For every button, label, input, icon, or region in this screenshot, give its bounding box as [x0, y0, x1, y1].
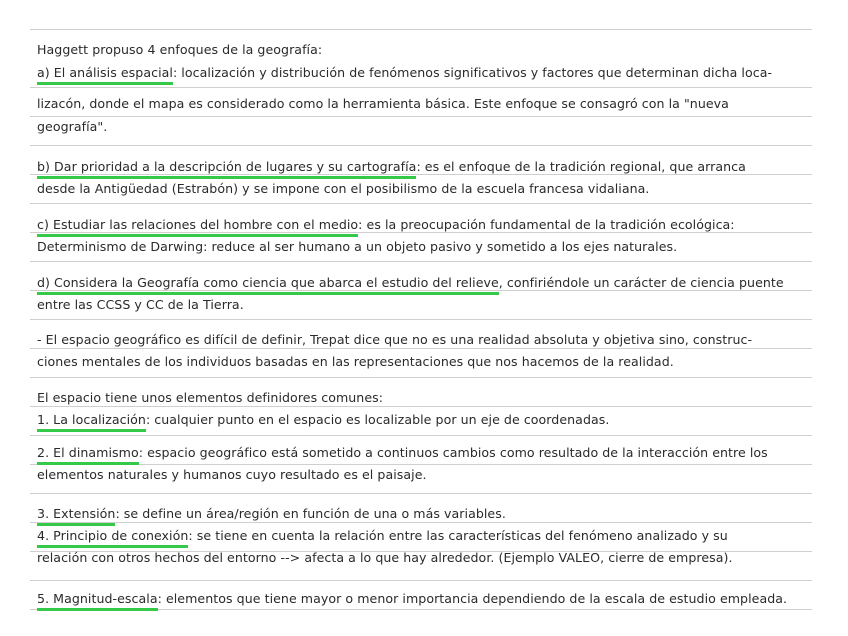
approach-c-line-2	[37, 239, 822, 255]
approach-b-line-1	[37, 159, 822, 176]
element-2-label: 2. El dinamismo	[37, 445, 139, 460]
element-2-line-1	[37, 445, 822, 462]
ruled-line	[30, 203, 812, 204]
element-4-line-2	[37, 550, 822, 566]
ruled-line	[30, 377, 812, 378]
space-definition-line-1	[37, 332, 822, 348]
element-4-text: : se tiene en cuenta la relación entre las características del fenómeno analizado y su	[188, 528, 728, 543]
ruled-line	[30, 29, 812, 30]
elements-intro-line	[37, 390, 822, 406]
approach-a-line-1	[37, 65, 822, 82]
ruled-line	[30, 580, 812, 581]
approach-a-text: : localización y distribución de fenómenos significativos y factores que determinan dicha loca-	[172, 65, 773, 80]
approach-c-line-1	[37, 217, 822, 234]
element-1-line	[37, 412, 822, 429]
approach-a-line-3	[37, 119, 822, 135]
approach-b-line-2	[37, 181, 822, 197]
approach-c-text: : es la preocupación fundamental de la tradición ecológica:	[358, 217, 735, 232]
space-definition-line-2	[37, 354, 822, 370]
ruled-line	[30, 435, 812, 436]
element-3-text: : se define un área/región en función de una o más variables.	[115, 506, 506, 521]
approach-b-text: desde la Antigüedad (Estrabón) y se impone con el posibilismo de la escuela francesa vidaliana.	[37, 181, 650, 196]
element-2-text: elementos naturales y humanos cuyo resultado es el paisaje.	[37, 467, 427, 482]
ruled-line	[30, 406, 812, 407]
space-definition-text: - El espacio geográfico es difícil de definir, Trepat dice que no es una realidad absoluta y objetiva sino, construc-	[37, 332, 753, 347]
space-definition-text: ciones mentales de los individuos basadas en las representaciones que nos hacemos de la realidad.	[37, 354, 674, 369]
intro-text: Haggett propuso 4 enfoques de la geografía:	[37, 42, 323, 57]
elements-intro-text: El espacio tiene unos elementos definidores comunes:	[37, 390, 384, 405]
ruled-line	[30, 609, 812, 610]
element-2-text: : espacio geográfico está sometido a continuos cambios como resultado de la interacción entre los	[138, 445, 768, 460]
approach-d-line-2	[37, 297, 822, 313]
element-3-label: 3. Extensión	[37, 506, 116, 521]
approach-d-text: entre las CCSS y CC de la Tierra.	[37, 297, 244, 312]
approach-a-text: lizacón, donde el mapa es considerado como la herramienta básica. Este enfoque se consagró con la "nueva	[37, 96, 729, 111]
element-4-line-1	[37, 528, 822, 545]
approach-d-text: , confiriéndole un carácter de ciencia puente	[498, 275, 784, 290]
element-4-text: relación con otros hechos del entorno --> afecta a lo que hay alrededor. (Ejemplo VALEO, cierre de empresa).	[37, 550, 733, 565]
approach-d-label: d) Considera la Geografía como ciencia que abarca el estudio del relieve	[37, 275, 499, 290]
ruled-line	[30, 348, 812, 349]
approach-b-label: b) Dar prioridad a la descripción de lugares y su cartografía	[37, 159, 417, 174]
ruled-line	[30, 464, 812, 465]
ruled-line	[30, 87, 812, 88]
ruled-line	[30, 493, 812, 494]
element-1-label: 1. La localización	[37, 412, 146, 427]
element-4-label: 4. Principio de conexión	[37, 528, 189, 543]
approach-a-text: geografía".	[37, 119, 108, 134]
ruled-line	[30, 145, 812, 146]
ruled-line	[30, 261, 812, 262]
element-5-line	[37, 591, 822, 608]
approach-c-label: c) Estudiar las relaciones del hombre con el medio	[37, 217, 359, 232]
approach-a-label: a) El análisis espacial	[37, 65, 173, 80]
ruled-line	[30, 319, 812, 320]
element-5-text: : elementos que tiene mayor o menor importancia dependiendo de la escala de estudio empleada.	[157, 591, 788, 606]
element-1-text: : cualquier punto en el espacio es localizable por un eje de coordenadas.	[145, 412, 610, 427]
approach-a-line-2	[37, 96, 822, 112]
element-3-line	[37, 506, 822, 523]
intro-line	[37, 42, 822, 58]
element-5-label: 5. Magnitud-escala	[37, 591, 158, 606]
approach-b-text: : es el enfoque de la tradición regional, que arranca	[416, 159, 746, 174]
approach-c-text: Determinismo de Darwing: reduce al ser humano a un objeto pasivo y sometido a los ejes naturales.	[37, 239, 678, 254]
ruled-line	[30, 116, 812, 117]
element-2-line-2	[37, 467, 822, 483]
approach-d-line-1	[37, 275, 822, 292]
